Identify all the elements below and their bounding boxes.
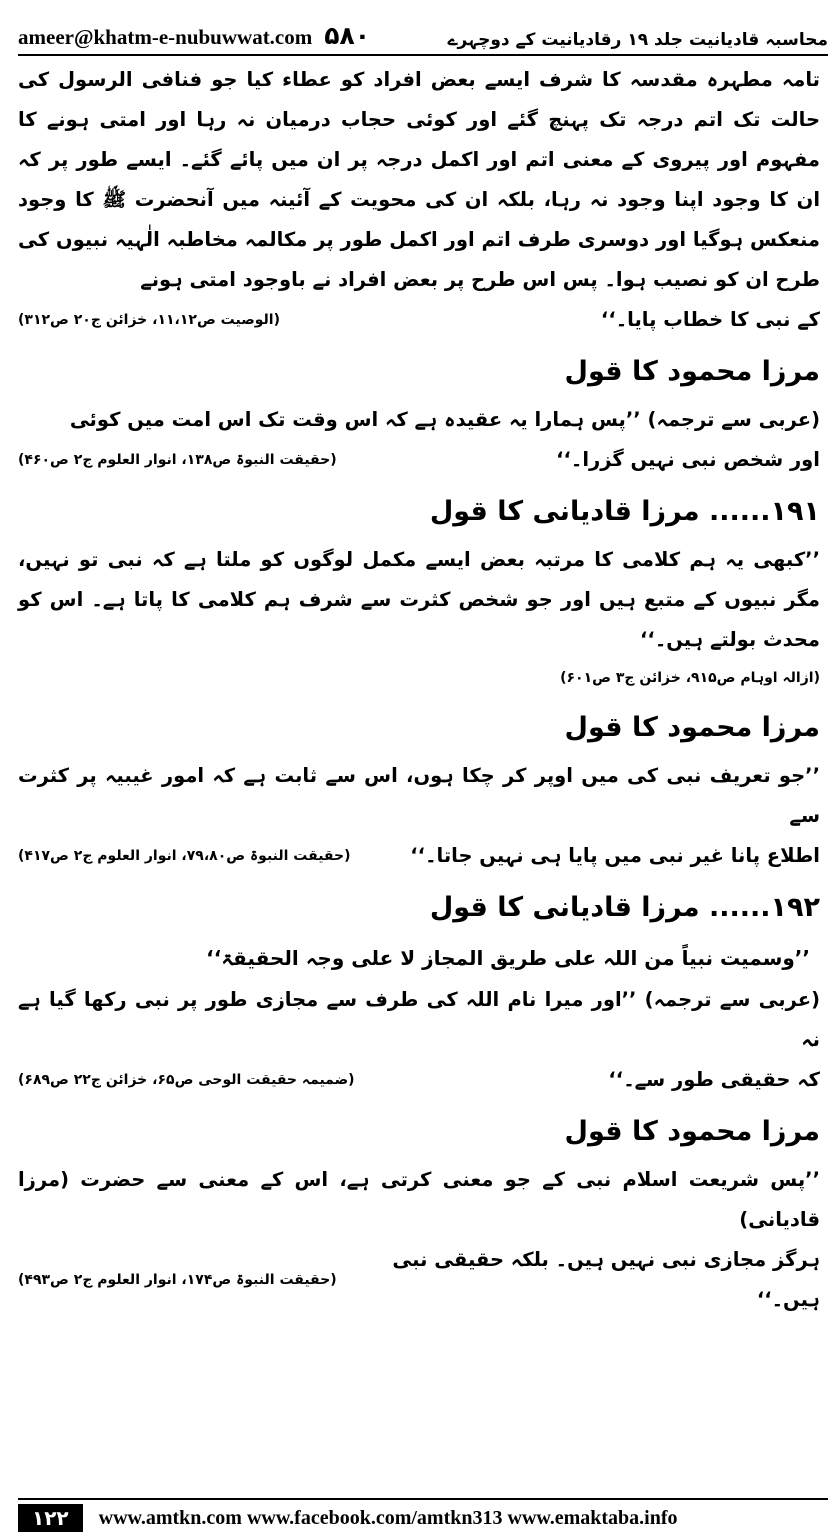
s5-last-line: ہرگز مجازی نبی نہیں ہیں۔ بلکہ حقیقی نبی ہیں۔‘‘ xyxy=(392,1248,820,1311)
s5-paragraph: ’’پس شریعت اسلام نبی کے جو معنی کرتی ہے، اس کے معنی سے حضرت (مرزا قادیانی) xyxy=(18,1168,820,1231)
s2-citation: (ازالہ اوہام ص۹۱۵، خزائن ج۳ ص۶۰۱) xyxy=(560,670,820,686)
page-header xyxy=(18,14,828,50)
heading-mirza-mahmood-1: مرزا محمود کا قول xyxy=(564,356,820,387)
page-footer xyxy=(18,1502,828,1534)
header-divider xyxy=(18,54,828,56)
page-content xyxy=(18,60,820,1320)
heading-192: ۱۹۲...... مرزا قادیانی کا قول xyxy=(429,892,820,923)
footer-divider xyxy=(18,1498,828,1500)
header-page-number: ۵۸۰ xyxy=(324,21,371,50)
s3-closing-line xyxy=(18,836,820,876)
s4-arabic-quote: ’’وسمیت نبیاً من اللہ علی طریق المجاز لا علی وجہ الحقیقۃ‘‘ xyxy=(206,946,810,970)
footer-page-number: ۱۲۲ xyxy=(18,1504,83,1532)
s1-paragraph: (عربی سے ترجمہ) ’’پس ہمارا یہ عقیدہ ہے کہ اس وقت تک اس امت میں کوئی xyxy=(69,408,820,431)
intro-last-line: کے نبی کا خطاب پایا۔‘‘ xyxy=(600,308,820,331)
s4-paragraph: (عربی سے ترجمہ) ’’اور میرا نام اللہ کی طرف سے مجازی طور پر نبی رکھا گیا ہے نہ xyxy=(18,988,820,1051)
s3-last-line: اطلاع پانا غیر نبی میں پایا ہی نہیں جاتا۔‘‘ xyxy=(410,844,820,867)
s5-citation: (حقیقت النبوۃ ص۱۷۴، انوار العلوم ج۲ ص۴۹۳) xyxy=(18,1272,337,1288)
footer-links[interactable]: www.amtkn.com www.facebook.com/amtkn313 www.emaktaba.info xyxy=(98,1506,678,1529)
heading-191: ۱۹۱...... مرزا قادیانی کا قول xyxy=(429,496,820,527)
s1-citation: (حقیقت النبوۃ ص۱۳۸، انوار العلوم ج۲ ص۴۶۰) xyxy=(18,452,337,468)
header-email[interactable]: ameer@khatm-e-nubuwwat.com xyxy=(18,25,313,49)
heading-mirza-mahmood-3: مرزا محمود کا قول xyxy=(564,1116,820,1147)
s5-closing-line xyxy=(18,1240,820,1320)
s4-closing-line xyxy=(18,1060,820,1100)
s4-last-line: کہ حقیقی طور سے۔‘‘ xyxy=(608,1068,820,1091)
s3-paragraph: ’’جو تعریف نبی کی میں اوپر کر چکا ہوں، اس سے ثابت ہے کہ امور غیبیہ پر کثرت سے xyxy=(18,764,820,827)
header-left xyxy=(18,21,370,50)
intro-closing-line xyxy=(18,300,820,340)
intro-paragraph: تامہ مطہرہ مقدسہ کا شرف ایسے بعض افراد کو عطاء کیا جو فنافی الرسول کی حالت تک اتم درجہ تک پہنچ گئے اور کوئی حجاب درمیان نہ رہا اور امتی ہونے کا مفہوم اور پیروی کے معنی اتم اور اکمل درجہ پر ان میں پائے گئے۔ ایسے طور پر کہ ان کا وجود اپنا وجود نہ رہا، بلکہ ان کی محویت کے آئینہ میں آنحضرت ﷺ کا وجود منعکس ہوگیا اور دوسری طرف اتم اور اکمل طور پر مکالمہ مخاطبہ الٰہیہ نبیوں کی طرح ان کو نصیب ہوا۔ پس اس طرح پر بعض افراد نے باوجود امتی ہونے xyxy=(18,68,820,291)
s3-citation: (حقیقت النبوۃ ص۷۹،۸۰، انوار العلوم ج۲ ص۴۱۷) xyxy=(18,848,351,864)
s1-closing-line xyxy=(18,440,820,480)
s1-last-line: اور شخص نبی نہیں گزرا۔‘‘ xyxy=(556,448,820,471)
s2-paragraph: ’’کبھی یہ ہم کلامی کا مرتبہ بعض ایسے مکمل لوگوں کو ملتا ہے کہ نبی تو نہیں، مگر نبیوں کے متبع ہیں اور جو شخص کثرت سے شرف ہم کلامی کا پاتا ہے۔ اس کو محدث بولتے ہیں۔‘‘ xyxy=(18,548,820,651)
s4-citation: (ضمیمہ حقیقت الوحی ص۶۵، خزائن ج۲۲ ص۶۸۹) xyxy=(18,1072,355,1088)
heading-mirza-mahmood-2: مرزا محمود کا قول xyxy=(564,712,820,743)
intro-citation: (الوصیت ص۱۱،۱۲، خزائن ج۲۰ ص۳۱۲) xyxy=(18,312,280,328)
running-title: محاسبہ قادیانیت جلد ۱۹ رقادیانیت کے دوچہرے xyxy=(447,30,828,50)
